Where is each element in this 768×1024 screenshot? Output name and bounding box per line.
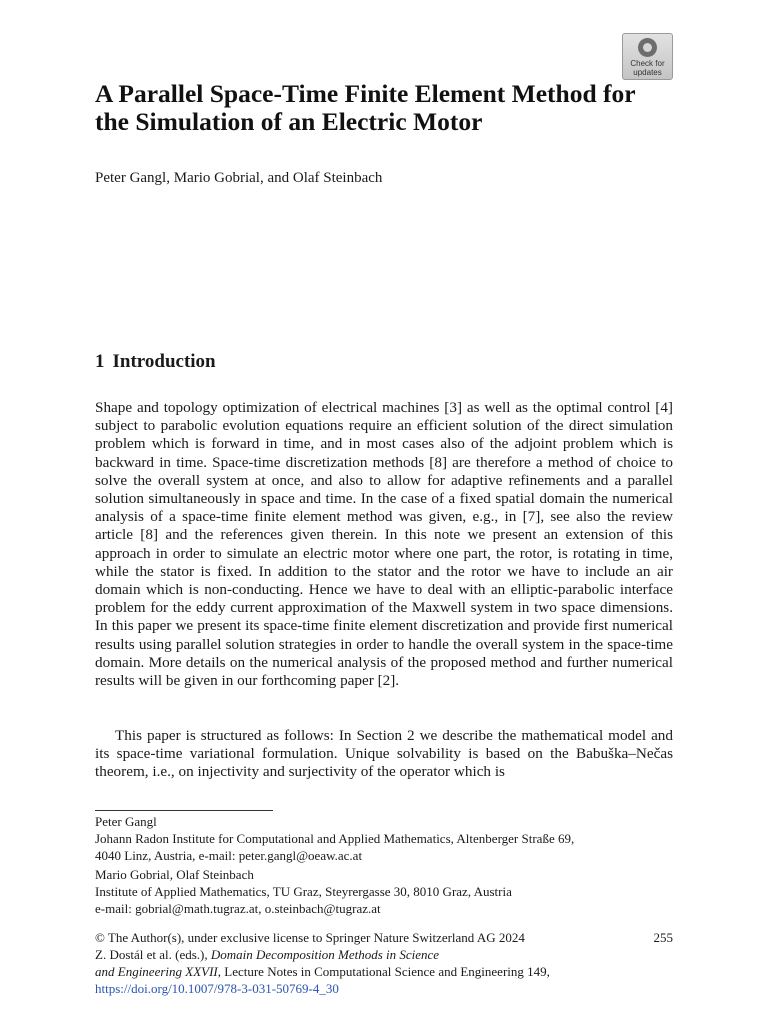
doi-link[interactable]: https://doi.org/10.1007/978-3-031-50769-4_30 (95, 981, 339, 996)
footnote-affiliation: Johann Radon Institute for Computational and Applied Mathematics, Altenberger Straße 69, (95, 831, 575, 846)
footnote-divider (95, 810, 273, 811)
badge-text (623, 59, 672, 77)
footnote-name: Mario Gobrial, Olaf Steinbach (95, 867, 254, 882)
section-title: Introduction (112, 351, 216, 372)
check-for-updates-icon (638, 38, 657, 57)
body-paragraph: This paper is structured as follows: In Section 2 we describe the mathematical model and its space-time variational formulation. Unique solvability is based on the Babuška–Nečas theorem, i.e., on injectivity and surjectivity of the operator which is (95, 727, 673, 781)
author-list: Peter Gangl, Mario Gobrial, and Olaf Steinbach (95, 170, 383, 186)
author-footnote (95, 813, 673, 864)
copyright-block (95, 929, 673, 997)
badge-line-1: Check for (630, 59, 665, 68)
body-paragraph: Shape and topology optimization of electrical machines [3] as well as the optimal control [4] subject to parabolic evolution equations require an efficient solution of the direct simulation problem which is forward in time, and in most cases also of the adjoint problem which is backward in time. Space-time discretization methods [8] are therefore a method of choice to solve the overall system at once, and also to allow for adaptive refinements and a parallel solution simultaneously in space and time. In the case of a fixed spatial domain the numerical analysis of a space-time finite element method was given, e.g., in [7], see also the review article [8] and the references given therein. In this note we present an extension of this approach in order to simulate an electric motor where one part, the rotor, is rotating in time, while the stator is fixed. In addition to the stator and the rotor we have to include an air domain which is non-conducting. Hence we have to deal with an elliptic-parabolic interface problem for the eddy current approximation of the Maxwell system in two space dimensions. In this paper we present its space-time finite element discretization and provide first numerical results using parallel solution strategies in order to handle the overall system in the space-time domain. More details on the numerical analysis of the proposed method and further numerical results will be given in our forthcoming paper [2]. (95, 399, 673, 690)
citation-line-2 (95, 963, 673, 980)
series-info: , Lecture Notes in Computational Science and Engineering 149, (217, 964, 550, 979)
footnote-address: e-mail: gobrial@math.tugraz.at, o.steinbach@tugraz.at (95, 901, 381, 916)
section-heading (95, 350, 216, 374)
editors: Z. Dostál et al. (eds.), (95, 947, 208, 962)
book-title-part-2: and Engineering XXVII (95, 964, 218, 979)
doi-line (95, 980, 673, 997)
footnote-name: Peter Gangl (95, 814, 157, 829)
author-footnote (95, 866, 673, 917)
page-number: 255 (653, 930, 673, 945)
footnote-affiliation: Institute of Applied Mathematics, TU Graz, Steyrergasse 30, 8010 Graz, Austria (95, 884, 512, 899)
check-for-updates-badge[interactable] (622, 33, 673, 80)
badge-line-2: updates (633, 68, 662, 77)
book-title-part-1: Domain Decomposition Methods in Science (210, 947, 440, 962)
footnote-address: 4040 Linz, Austria, e-mail: peter.gangl@oeaw.ac.at (95, 848, 363, 863)
section-number: 1 (95, 351, 105, 372)
citation-line-1 (95, 946, 673, 963)
copyright-line: © The Author(s), under exclusive license to Springer Nature Switzerland AG 2024 (95, 930, 525, 945)
paper-title: A Parallel Space-Time Finite Element Method for the Simulation of an Electric Motor (95, 79, 636, 136)
